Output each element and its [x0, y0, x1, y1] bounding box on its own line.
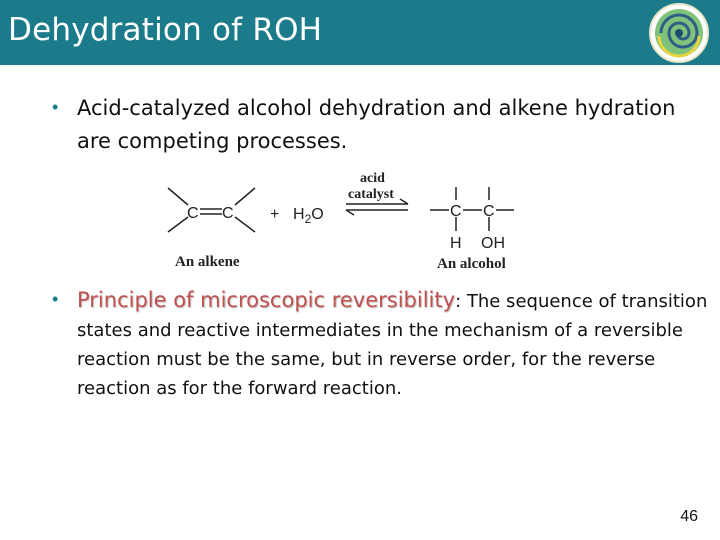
alcohol-structure [430, 187, 514, 231]
term-separator: : [455, 291, 462, 312]
alkene-structure [168, 188, 255, 232]
alcohol-hydrogen: H [450, 235, 462, 252]
reaction-diagram [160, 160, 540, 275]
bullet-dot-icon: • [52, 289, 59, 309]
alcohol-hydroxyl: OH [481, 235, 505, 252]
bullet-1-text: Acid-catalyzed alcohol dehydration and alkene hydration are competing processes. [77, 96, 676, 153]
key-term: Principle of microscopic reversibility [77, 288, 456, 312]
page-number: 46 [680, 508, 698, 525]
alcohol-carbon-2: C [483, 203, 495, 220]
slide-title: Dehydration of ROH [8, 12, 323, 48]
alkene-label: An alkene [175, 254, 240, 270]
catalyst-label-line2: catalyst [348, 187, 394, 202]
alcohol-label: An alcohol [437, 256, 506, 272]
bullet-dot-icon: • [52, 97, 59, 117]
spiral-logo-icon [648, 2, 710, 64]
bullet-2-definition: The sequence of transition states and reactive intermediates in the mechanism of a reversible reaction must be the same, but in reverse order, for the reverse reaction as for the forward reaction. [77, 291, 708, 399]
alkene-carbon-2: C [222, 205, 234, 222]
bullet-2-text [77, 286, 717, 403]
catalyst-label-line1: acid [360, 171, 385, 186]
title-bar [0, 0, 720, 65]
water-formula: $H_2O$ [293, 206, 324, 226]
alkene-carbon-1: C [187, 205, 199, 222]
alcohol-carbon-1: C [450, 203, 462, 220]
plus-sign: + [270, 206, 280, 223]
